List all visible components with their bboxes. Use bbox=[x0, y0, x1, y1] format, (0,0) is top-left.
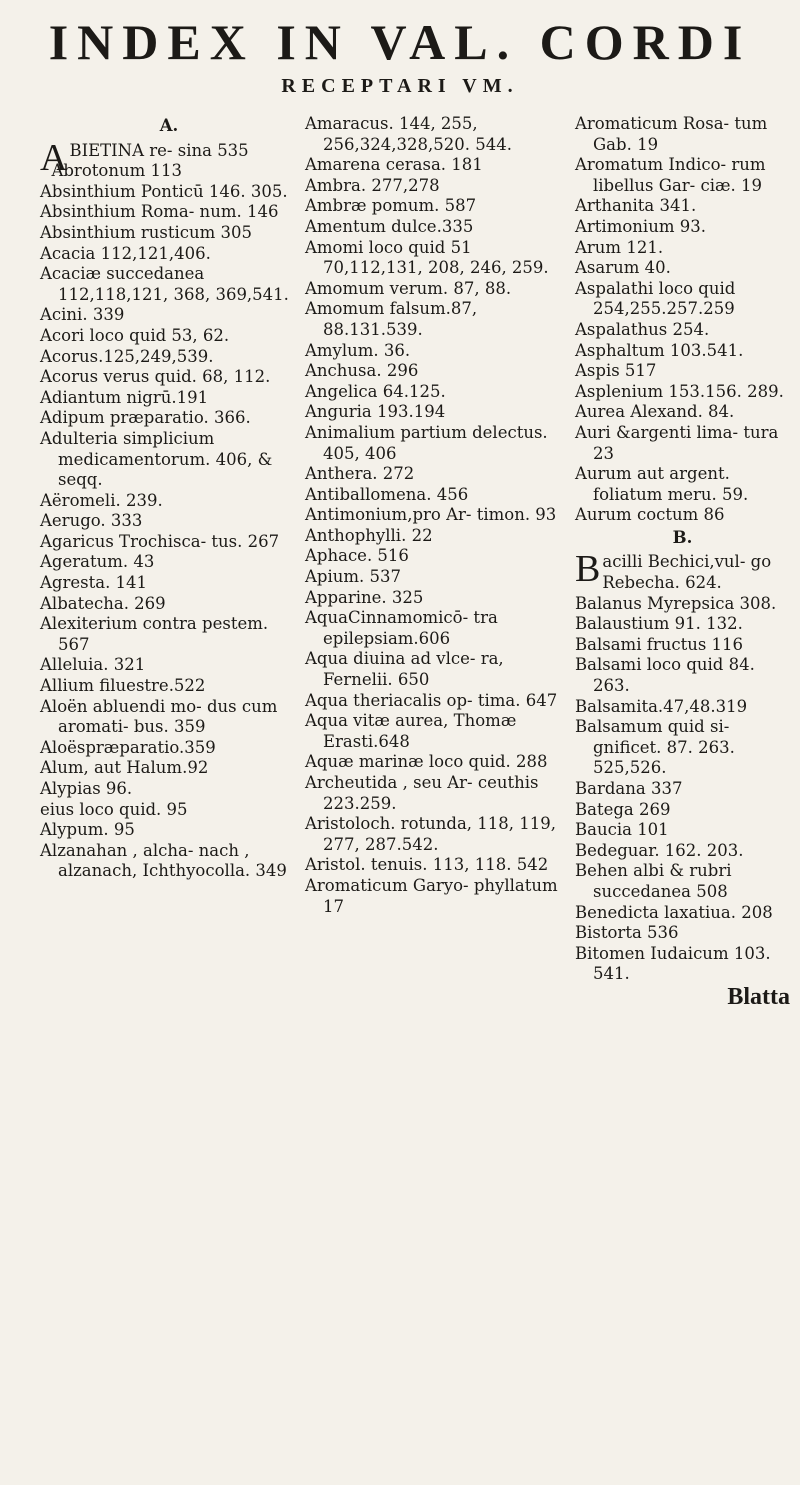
index-column-1 bbox=[40, 114, 298, 882]
index-entry: Aloën abluendi mo- dus cum aromati- bus. 359 bbox=[40, 696, 278, 737]
index-entry: Amaracus. 144, 255, 256,324,328,520. 544. bbox=[305, 114, 512, 154]
index-column-2 bbox=[305, 114, 563, 917]
index-entry: Alum, aut Halum.92 bbox=[40, 758, 209, 778]
catchword: Blatta bbox=[727, 983, 790, 1010]
index-entry: Balsami loco quid 84. 263. bbox=[575, 655, 755, 696]
drop-cap-b: B bbox=[575, 548, 601, 591]
index-entry: Amarena cerasa. 181 bbox=[305, 155, 483, 175]
index-entry: Aqua theriacalis op- tima. 647 bbox=[305, 690, 558, 710]
index-entry: Animalium partium delectus. 405, 406 bbox=[305, 422, 548, 463]
index-column-3 bbox=[575, 114, 790, 1008]
index-entry: Adulteria simplicium medicamentorum. 406, & seqq. bbox=[40, 428, 273, 490]
index-entry: Baucia 101 bbox=[575, 820, 669, 840]
index-entry: Alleluia. 321 bbox=[40, 655, 146, 675]
index-entry: Aromaticum Garyo- phyllatum 17 bbox=[305, 875, 558, 916]
index-entry: Anthophylli. 22 bbox=[305, 525, 433, 545]
index-entry: Aëromeli. 239. bbox=[40, 490, 163, 510]
index-entry: Acacia 112,121,406. bbox=[40, 243, 211, 263]
index-entry: Alypum. 95 bbox=[40, 820, 135, 840]
index-entry: Aloëspræparatio.359 bbox=[40, 737, 216, 757]
index-entry: Absinthium Ponticū 146. 305. bbox=[40, 181, 288, 201]
index-entry: Acorus.125,249,539. bbox=[40, 346, 214, 366]
drop-cap-a: A bbox=[40, 136, 68, 179]
index-entry: Aurum coctum 86 bbox=[575, 505, 725, 525]
index-entry: Aspis 517 bbox=[575, 361, 657, 381]
index-entry: Angelica 64.125. bbox=[305, 381, 446, 401]
index-entry: Ambra. 277,278 bbox=[305, 175, 440, 195]
index-entry: Anthera. 272 bbox=[305, 464, 415, 484]
index-entry: Anguria 193.194 bbox=[305, 402, 446, 422]
index-entry: Aqua vitæ aurea, Thomæ Erasti.648 bbox=[305, 711, 517, 751]
index-entry: Apparine. 325 bbox=[305, 587, 424, 607]
index-entry: Absinthium Roma- num. 146 bbox=[40, 202, 279, 222]
index-entry: Abrotonum 113 bbox=[51, 161, 182, 181]
index-entry: Aromaticum Rosa- tum Gab. 19 bbox=[575, 114, 768, 154]
page-subtitle: RECEPTARI VM. bbox=[281, 75, 519, 97]
index-entry: Aspalathus 254. bbox=[575, 319, 710, 339]
index-entry: Aurea Alexand. 84. bbox=[575, 402, 735, 422]
index-entry: Aspalathi loco quid 254,255.257.259 bbox=[575, 278, 736, 319]
index-entry: Adiantum nigrū.191 bbox=[40, 387, 209, 407]
index-entry: Albatecha. 269 bbox=[40, 593, 166, 613]
index-entry: Ambræ pomum. 587 bbox=[305, 196, 477, 216]
section-heading-b: B. bbox=[672, 527, 693, 547]
index-entry: Artimonium 93. bbox=[575, 216, 706, 236]
index-entry: Adipum præparatio. 366. bbox=[40, 408, 251, 428]
index-entry: Agaricus Trochisca- tus. 267 bbox=[40, 531, 280, 551]
index-entry: Balsamita.47,48.319 bbox=[575, 696, 748, 716]
index-entry: Balsamum quid si- gnificet. 87. 263. 525,526. bbox=[575, 717, 735, 778]
index-entry: Acini. 339 bbox=[40, 305, 125, 325]
index-entry: Acori loco quid 53, 62. bbox=[40, 325, 230, 345]
index-entry: Balsami fructus 116 bbox=[575, 634, 744, 654]
index-entry: Balanus Myrepsica 308. bbox=[575, 593, 777, 613]
index-entry: Asarum 40. bbox=[575, 258, 671, 278]
index-entry: Arum 121. bbox=[575, 237, 664, 257]
index-entry: Ageratum. 43 bbox=[40, 552, 155, 572]
index-entry: Aphace. 516 bbox=[305, 546, 409, 566]
index-entry: Amomum verum. 87, 88. bbox=[305, 278, 512, 298]
index-entry: Aquæ marinæ loco quid. 288 bbox=[305, 752, 548, 772]
index-entry: Balaustium 91. 132. bbox=[575, 614, 743, 634]
index-entry: Benedicta laxatiua. 208 bbox=[575, 902, 773, 922]
index-entry-text: acilli Bechici,vul- go Rebecha. 624. bbox=[602, 552, 772, 593]
index-entry: Bistorta 536 bbox=[575, 923, 679, 943]
index-entry: Allium filuestre.522 bbox=[40, 676, 206, 696]
index-entry: Bedeguar. 162. 203. bbox=[575, 840, 744, 860]
index-entry: Amylum. 36. bbox=[305, 340, 411, 360]
index-entry: Aromatum Indico- rum libellus Gar- ciæ. 19 bbox=[575, 155, 766, 195]
index-entry: Antiballomena. 456 bbox=[305, 484, 469, 504]
index-entry: Alexiterium contra pestem. 567 bbox=[40, 614, 269, 654]
index-entry: Acaciæ succedanea 112,118,121, 368, 369,541. bbox=[40, 264, 289, 304]
index-entry: Bardana 337 bbox=[575, 779, 683, 798]
index-entry-text: BIETINA re- sina 535 bbox=[69, 140, 249, 160]
index-entry: Auri &argenti lima- tura 23 bbox=[575, 422, 779, 463]
index-entry: eius loco quid. 95 bbox=[40, 799, 188, 819]
index-entry: Anchusa. 296 bbox=[305, 361, 419, 381]
index-entry: Behen albi & rubri succedanea 508 bbox=[575, 861, 732, 901]
index-entry: Antimonium,pro Ar- timon. 93 bbox=[305, 505, 557, 525]
index-entry: Batega 269 bbox=[575, 799, 671, 819]
index-entry: Agresta. 141 bbox=[40, 573, 148, 593]
index-entry: Aurum aut argent. foliatum meru. 59. bbox=[575, 464, 749, 504]
index-entry: Asphaltum 103.541. bbox=[575, 340, 744, 360]
index-entry: Acorus verus quid. 68, 112. bbox=[40, 367, 271, 387]
index-entry: Apium. 537 bbox=[305, 567, 402, 587]
index-entry: Absinthium rusticum 305 bbox=[40, 222, 253, 242]
index-entry: Amomum falsum.87, 88.131.539. bbox=[305, 299, 478, 339]
index-entry: Alzanahan , alcha- nach , alzanach, Ichthyocolla. 349 bbox=[40, 840, 287, 881]
index-entry: Amomi loco quid 51 70,112,131, 208, 246, 259. bbox=[305, 237, 549, 278]
section-heading-a: A. bbox=[159, 116, 179, 135]
index-entry: Amentum dulce.335 bbox=[305, 216, 474, 236]
index-entry: Bitomen Iudaicum 103. 541. bbox=[575, 943, 771, 984]
index-entry: Aristol. tenuis. 113, 118. 542 bbox=[305, 855, 549, 875]
index-entry: Aristoloch. rotunda, 118, 119, 277, 287.542. bbox=[305, 814, 556, 854]
index-entry: Asplenium 153.156. 289. bbox=[575, 381, 784, 401]
index-entry: Alypias 96. bbox=[40, 779, 133, 798]
index-entry: Aqua diuina ad vlce- ra, Fernelii. 650 bbox=[305, 649, 504, 690]
index-entry: Arthanita 341. bbox=[575, 196, 697, 216]
index-entry bbox=[575, 548, 790, 593]
index-entry: AquaCinnamomicō- tra epilepsiam.606 bbox=[305, 608, 498, 648]
index-entry: Archeutida , seu Ar- ceuthis 223.259. bbox=[305, 773, 539, 813]
index-entry: Aerugo. 333 bbox=[40, 511, 143, 531]
page-title: INDEX IN VAL. CORDI bbox=[48, 14, 752, 70]
